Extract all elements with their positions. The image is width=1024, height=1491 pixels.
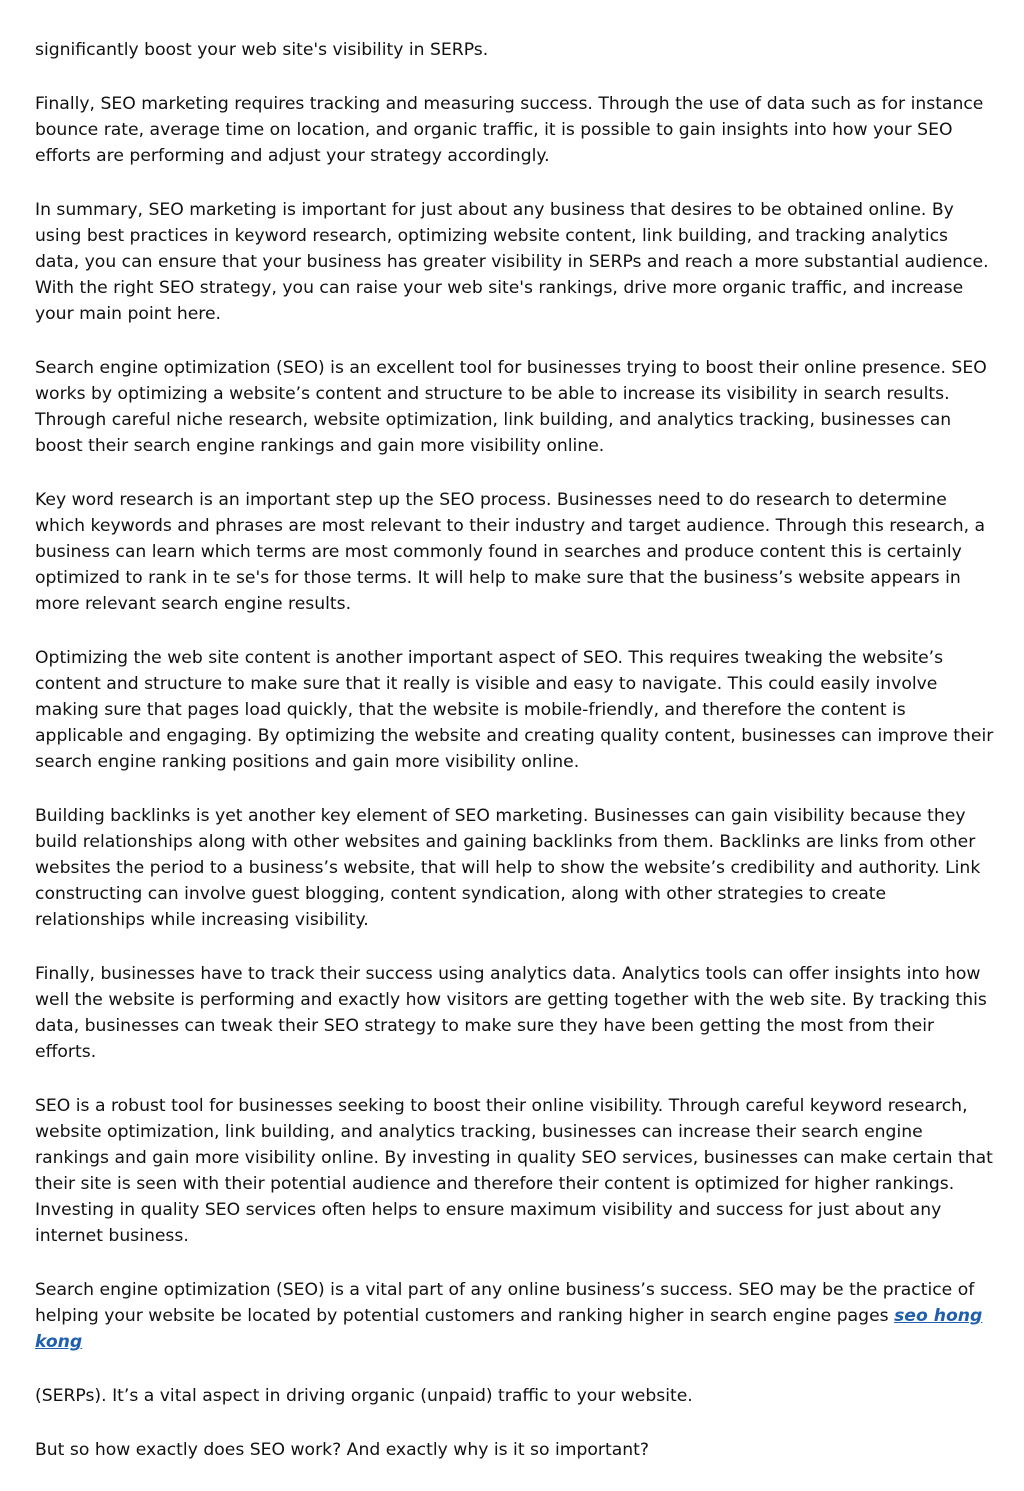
paragraph: Key word research is an important step up the SEO process. Businesses need to do research to determine which keywords and phrases are most relevant to their industry and target audience. Through this research, a business can learn which terms are most commonly found in searches and produce content this is certainly optimized to rank in te se's for those terms. It will help to make sure that the business’s website appears in more relevant search engine results. [35,490,986,614]
seo-hong-kong-link[interactable]: seo hong kong [35,1306,983,1352]
paragraph: significantly boost your web site's visibility in SERPs. [35,40,489,60]
paragraph: But so how exactly does SEO work? And exactly why is it so important? [35,1440,650,1460]
paragraph: Optimizing the web site content is another important aspect of SEO. This requires tweaking the website’s content and structure to make sure that it really is visible and easy to navigate. This could easily involve making sure that pages load quickly, that the website is mobile-friendly, and therefore the content is applicable and engaging. By optimizing the website and creating quality content, businesses can improve their search engine ranking positions and gain more visibility online. [35,648,994,772]
paragraph: Building backlinks is yet another key element of SEO marketing. Businesses can gain visibility because they build relationships along with other websites and gaining backlinks from them. Backlinks are links from other websites the period to a business’s website, that will help to show the website’s credibility and authority. Link constructing can involve guest blogging, content syndication, along with other strategies to create relationships while increasing visibility. [35,806,981,930]
paragraph-text: Search engine optimization (SEO) is a vital part of any online business’s success. SEO may be the practice of helping your website be located by potential customers and ranking higher in search engine pages [35,1280,975,1326]
paragraph: (SERPs). It’s a vital aspect in driving organic (unpaid) traffic to your website. [35,1386,693,1406]
paragraph: SEO is a robust tool for businesses seeking to boost their online visibility. Through careful keyword research, website optimization, link building, and analytics tracking, businesses can increase their search engine rankings and gain more visibility online. By investing in quality SEO services, businesses can make certain that their site is seen with their potential audience and therefore their content is optimized for higher rankings. Investing in quality SEO services often helps to ensure maximum visibility and success for just about any internet business. [35,1096,993,1246]
paragraph-with-link [35,1277,995,1355]
paragraph: Search engine optimization (SEO) is an excellent tool for businesses trying to boost their online presence. SEO works by optimizing a website’s content and structure to be able to increase its visibility in search results. Through careful niche research, website optimization, link building, and analytics tracking, businesses can boost their search engine rankings and gain more visibility online. [35,358,987,456]
paragraph: In summary, SEO marketing is important for just about any business that desires to be obtained online. By using best practices in keyword research, optimizing website content, link building, and tracking analytics data, you can ensure that your business has greater visibility in SERPs and reach a more substantial audience. With the right SEO strategy, you can raise your web site's rankings, drive more organic traffic, and increase your main point here. [35,200,989,324]
paragraph: Finally, SEO marketing requires tracking and measuring success. Through the use of data such as for instance bounce rate, average time on location, and organic traffic, it is possible to gain insights into how your SEO efforts are performing and adjust your strategy accordingly. [35,94,984,166]
paragraph: Finally, businesses have to track their success using analytics data. Analytics tools can offer insights into how well the website is performing and exactly how visitors are getting together with the web site. By tracking this data, businesses can tweak their SEO strategy to make sure they have been getting the most from their efforts. [35,964,987,1062]
document-body [35,37,995,1491]
